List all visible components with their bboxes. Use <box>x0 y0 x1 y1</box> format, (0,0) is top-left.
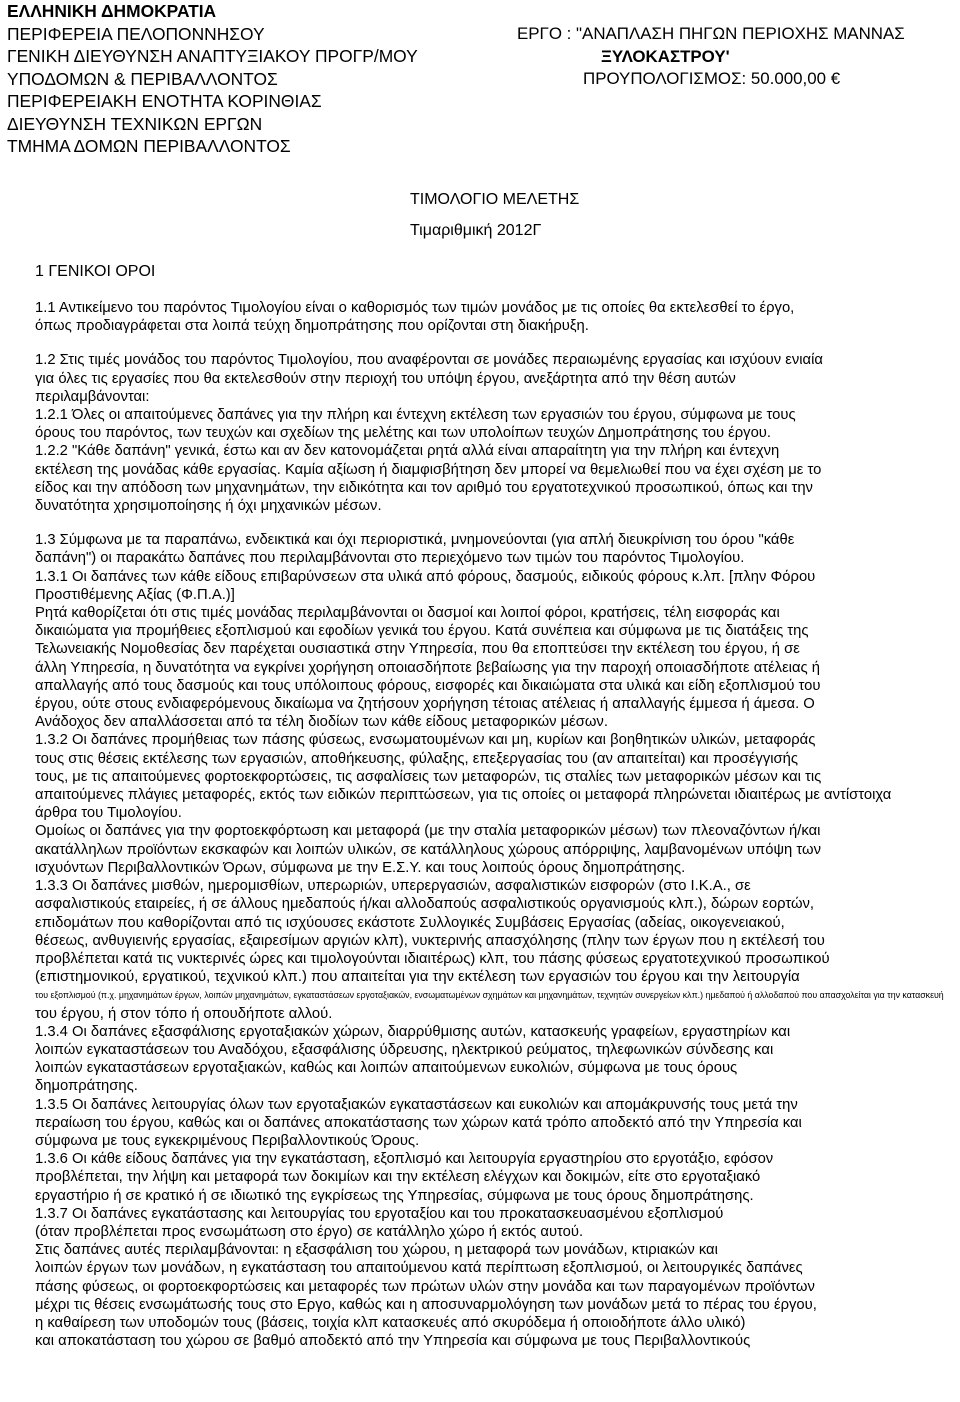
text-line: τους, με τις απαιτούμενες φορτοεκφορτώσεις, τις ασφαλίσεις των μεταφορών, τις σταλίες των μεταφορικών μέσων και τις <box>35 768 822 785</box>
text-line: για όλες τις εργασίες που θα εκτελεσθούν στην περιοχή του υπόψη έργου, ανεξάρτητα από την θέση αυτών <box>35 370 736 387</box>
text-line: περιλαμβάνονται: <box>35 388 150 405</box>
section-heading: 1 ΓΕΝΙΚΟΙ ΟΡΟΙ <box>35 263 156 280</box>
text-line: μέχρι τις θέσεις ενσωμάτωσής τους στο Εργο, καθώς και η αποσυναρμολόγηση των μονάδων μετά το πέρας του έργου, <box>35 1296 817 1313</box>
text-line: και αποκατάσταση του χώρου σε βαθμό αποδεκτό από την Υπηρεσία και σύμφωνα με τους Περιβαλλοντικούς <box>35 1333 751 1350</box>
text-line: έργου, ούτε στους ενδιαφερόμενους δικαίωμα να ζητήσουν χορήγηση τέτοιας ατέλειας ή απαλλαγής έμμεσα ή άμεσα. Ο <box>35 696 815 713</box>
text-line: 1.3.5 Οι δαπάνες λειτουργίας όλων των εργοταξιακών εγκαταστάσεων και ευκολιών και απομάκρυνσής τους μετά την <box>35 1096 798 1113</box>
text-line: 1.3.3 Οι δαπάνες μισθών, ημερομισθίων, υπερωριών, υπερεργασιών, ασφαλιστικών εισφορών (στο Ι.Κ.Α., σε <box>35 878 751 895</box>
text-line: δυνατότητα χρησιμοποίησης ή όχι μηχανικών μέσων. <box>35 498 382 515</box>
text-line: Ρητά καθορίζεται ότι στις τιμές μονάδας περιλαμβάνονται οι δασμοί και λοιποί φόροι, κρατήσεις, τέλη εισφοράς και <box>35 605 780 622</box>
authority-line: ΕΛΛΗΝΙΚΗ ΔΗΜΟΚΡΑΤΙΑ <box>7 1 217 21</box>
text-line: του έργου, ή στον τόπο ή οπουδήποτε αλλού. <box>35 1005 333 1022</box>
text-line: επιδομάτων που καθορίζονται από τις ισχύουσες εκάστοτε Συλλογικές Συμβάσεις Εργασίας (αδείας, οικογενειακού, <box>35 914 785 931</box>
text-line: όρους του παρόντος, των τευχών και σχεδίων της μελέτης και των υπολοίπων τευχών Δημοπράτησης του έργου. <box>35 425 771 442</box>
text-line: ασφαλιστικούς εταιρείες, ή σε άλλους ημεδαπούς ή/και αλλοδαπούς ασφαλιστικούς οργανισμούς κλπ.), δώρων εορτών, <box>35 896 815 913</box>
text-line: όπως προδιαγράφεται στα λοιπά τεύχη δημοπράτησης που ορίζονται στη διακήρυξη. <box>35 318 589 335</box>
text-line: προβλέπεται κατά τις νυκτερινές ώρες και τιμολογούνται ιδιαιτέρως) κλπ, του πάσης φύσεως εργατοτεχνικού προσωπικού <box>35 950 830 967</box>
text-line: εργαστήριο ή σε κρατικό ή σε ιδιωτικό της εγκρίσεως της Υπηρεσίας, σύμφωνα με τους όρους δημοπράτησης. <box>35 1187 754 1204</box>
text-line: απαλλαγής από τους δασμούς και τους υπόλοιπους φόρους, εισφορές και δικαιώματα στα υλικά και είδη εξοπλισμού του <box>35 677 821 694</box>
text-line: εκτέλεση της μονάδας κάθε εργασίας. Καμία αξίωση ή διαμφισβήτηση δεν μπορεί να θεμελιωθεί που να έχει σχέση με το <box>35 461 822 478</box>
project-title-line-1: ΕΡΓΟ : "ΑΝΑΠΛΑΣΗ ΠΗΓΩΝ ΠΕΡΙΟΧΗΣ ΜΑΝΝΑΣ <box>517 24 905 43</box>
text-line: λοιπών εγκαταστάσεων εργοταξιακών, καθώς και λοιπών απαιτούμενων ευκολιών, σύμφωνα με τους όρους <box>35 1060 738 1077</box>
paragraph-1-2 <box>35 351 950 515</box>
text-line: περαίωση του έργου, καθώς και οι δαπάνες αποκατάστασης των χώρων κατά τρόπο αποδεκτό από την Υπηρεσία και <box>35 1114 802 1131</box>
text-line: 1.1 Αντικείμενο του παρόντος Τιμολογίου είναι ο καθορισμός των τιμών μονάδος με τις οποίες θα εκτελεσθεί το έργο, <box>35 300 795 316</box>
document-title: ΤΙΜΟΛΟΓΙΟ ΜΕΛΕΤΗΣ <box>410 191 580 208</box>
text-line: 1.2 Στις τιμές μονάδος του παρόντος Τιμολογίου, που αναφέρονται σε μονάδες περαιωμένης εργασίας και ισχύουν ενιαία <box>35 352 823 369</box>
project-info <box>517 23 957 91</box>
text-line: ακατάλληλων προϊόντων εκσκαφών και λοιπών υλικών, σε κατάλληλους χώρους απόρριψης, λαμβανομένων υπόψη των <box>35 841 821 858</box>
text-line: 1.2.1 Όλες οι απαιτούμενες δαπάνες για την πλήρη και έντεχνη εκτέλεση των εργασιών του έργου, σύμφωνα με τους <box>35 407 796 424</box>
text-line: Ανάδοχος δεν απαλλάσσεται από τα τέλη διοδίων των κάθε είδους μεταφορικών μέσων. <box>35 714 608 731</box>
text-line: απαιτούμενες πλάγιες μεταφορές, εκτός των ειδικών περιπτώσεων, για τις οποίες οι μεταφορά πληρώνεται ιδιαιτέρως με αντίστοιχα <box>35 787 892 804</box>
project-title-line-2: ΞΥΛΟΚΑΣΤΡΟΥ' <box>601 46 730 66</box>
text-line: τους στις θέσεις εκτέλεσης των εργασιών, αποθήκευσης, φύλαξης, επεξεργασίας του (αν απαιτείται) και προσέγγισής <box>35 750 798 767</box>
text-line: προβλέπεται, την λήψη και μεταφορά των δοκιμίων και την εκτέλεση ελέγχων και δοκιμών, είτε στο εργοταξιακό <box>35 1169 761 1186</box>
authority-line: ΓΕΝΙΚΗ ΔΙΕΥΘΥΝΣΗ ΑΝΑΠΤΥΞΙΑΚΟΥ ΠΡΟΓΡ/ΜΟΥ <box>7 46 418 66</box>
authority-line: ΥΠΟΔΟΜΩΝ & ΠΕΡΙΒΑΛΛΟΝΤΟΣ <box>7 68 278 89</box>
text-line: σύμφωνα με τους εγκεκριμένους Περιβαλλοντικούς Όρους. <box>35 1132 420 1149</box>
text-line: λοιπών εγκαταστάσεων του Αναδόχου, εξασφάλισης ύδρευσης, ηλεκτρικού ρεύματος, τηλεφωνικών σύνδεσης και <box>35 1041 774 1058</box>
authority-line: ΠΕΡΙΦΕΡΕΙΑΚΗ ΕΝΟΤΗΤΑ ΚΟΡΙΝΘΙΑΣ <box>7 91 322 111</box>
text-line: (επιστημονικού, εργατικού, τεχνικού κλπ.) που απαιτείται για την εκτέλεση των εργασιών του έργου και την λειτουργία <box>35 969 800 986</box>
document-subtitle: Τιμαριθμική 2012Γ <box>410 222 542 239</box>
text-line: Τελωνειακής Νομοθεσίας δεν παρέχεται ουσιαστικά στην Υπηρεσία, που θα εποπτεύσει την εκτέλεση του έργου, ή σε <box>35 641 800 658</box>
text-line: άρθρα του Τιμολογίου. <box>35 805 182 822</box>
paragraph-1-3 <box>35 531 950 1350</box>
document-title-block <box>410 190 670 241</box>
text-line: 1.3 Σύμφωνα με τα παραπάνω, ενδεικτικά και όχι περιοριστικά, μνημονεύονται (για απλή διευκρίνιση του όρου "κάθε <box>35 532 795 549</box>
authority-line: ΤΜΗΜΑ ΔΟΜΩΝ ΠΕΡΙΒΑΛΛΟΝΤΟΣ <box>7 136 291 156</box>
text-line: είδος και την απόδοση των μηχανημάτων, την ειδικότητα και τον αριθμό του εργατοτεχνικού προσωπικού, όπως και την <box>35 479 813 496</box>
authority-line: ΠΕΡΙΦΕΡΕΙΑ ΠΕΛΟΠΟΝΝΗΣΟΥ <box>7 23 265 44</box>
issuing-authority <box>7 0 527 158</box>
text-line: θέσεως, ανθυγιεινής εργασίας, εξαιρεσίμων αργιών κλπ), νυκτερινής απασχόλησης (πλην των έργων που η εκτέλεσή του <box>35 932 825 949</box>
text-line: Προστιθέμενης Αξίας (Φ.Π.Α.)] <box>35 586 235 603</box>
text-line: πάσης φύσεως, οι φορτοεκφορτώσεις και μεταφορές των πρώτων υλών στην μονάδα και των παραγομένων προϊόντων <box>35 1278 815 1295</box>
text-line: ισχυόντων Περιβαλλοντικών Όρων, σύμφωνα με την Ε.Σ.Υ. και τους λοιπούς όρους δημοπράτησης. <box>35 859 686 876</box>
text-line: του εξοπλισμού (π.χ. μηχανημάτων έργων, λοιπών μηχανημάτων, εγκαταστάσεων εργοταξιακών, ενσωματωμένων σχημάτων και μηχανημάτων, τεχνητών συνεργείων κλπ.) ημεδαπού ή αλλοδαπού που απασχολείται για την κατασκευή <box>35 990 944 1001</box>
text-line: η καθαίρεση των υποδομών τους (βάσεις, τοιχία κλπ κατασκευές από σκυρόδεμα ή οποιοδήποτε άλλο υλικό) <box>35 1314 746 1331</box>
text-line: (όταν προβλέπεται προς ενσωμάτωση στο έργο) σε κατάλληλο χώρο ή εκτός αυτού. <box>35 1223 584 1240</box>
text-line: 1.3.6 Οι κάθε είδους δαπάνες για την εγκατάσταση, εξοπλισμό και λειτουργία εργαστηρίου στο εργοτάξιο, εφόσον <box>35 1151 774 1168</box>
text-line: 1.2.2 "Κάθε δαπάνη" γενικά, έστω και αν δεν κατονομάζεται ρητά αλλά είναι απαραίτητη για την πλήρη και έντεχνη <box>35 443 780 460</box>
text-line: άλλη Υπηρεσία, η δυνατότητα να εγκρίνει χορήγηση οποιασδήποτε βεβαίωσης για την παροχή οποιασδήποτε ατέλειας ή <box>35 659 820 676</box>
text-line: λοιπών έργων των μονάδων, η εγκατάσταση του απαιτούμενου κατά περίπτωση εξοπλισμού, οι λειτουργικές δαπάνες <box>35 1260 803 1277</box>
text-line: 1.3.7 Οι δαπάνες εγκατάστασης και λειτουργίας του εργοταξίου και του προκατασκευασμένου εξοπλισμού <box>35 1205 724 1222</box>
text-line: Ομοίως οι δαπάνες για την φορτοεκφόρτωση και μεταφορά (με την σταλία μεταφορικών μέσων) των πλεοναζόντων ή/και <box>35 823 821 840</box>
project-budget: ΠΡΟΥΠΟΛΟΓΙΣΜΟΣ: 50.000,00 € <box>583 69 841 88</box>
text-line: δημοπράτησης. <box>35 1078 138 1095</box>
authority-line: ΔΙΕΥΘΥΝΣΗ ΤΕΧΝΙΚΩΝ ΕΡΓΩΝ <box>7 113 263 134</box>
text-line: 1.3.4 Οι δαπάνες εξασφάλισης εργοταξιακών χώρων, διαρρύθμισης αυτών, κατασκευής γραφείων, εργαστηρίων και <box>35 1023 791 1040</box>
text-line: δαπάνη") οι παρακάτω δαπάνες που περιλαμβάνονται στο περιεχόμενο των τιμών του παρόντος Τιμολογίου. <box>35 550 745 567</box>
text-line: 1.3.1 Οι δαπάνες των κάθε είδους επιβαρύνσεων στα υλικά από φόρους, δασμούς, ειδικούς φόρους κ.λπ. [πλην Φόρου <box>35 568 816 585</box>
paragraph-1-1 <box>35 299 950 335</box>
text-line: Στις δαπάνες αυτές περιλαμβάνονται: η εξασφάλιση του χώρου, η μεταφορά των μονάδων, κτιριακών και <box>35 1242 718 1259</box>
text-line: δικαιώματα για προμήθειες εξοπλισμού και εφοδίων γενικά του έργου. Κατά συνέπεια και σύμφωνα με τις διατάξεις της <box>35 623 809 640</box>
text-line: 1.3.2 Οι δαπάνες προμήθειας των πάσης φύσεως, ενσωματουμένων και μη, κυρίων και βοηθητικών υλικών, μεταφοράς <box>35 732 816 749</box>
body-text <box>35 299 950 1350</box>
